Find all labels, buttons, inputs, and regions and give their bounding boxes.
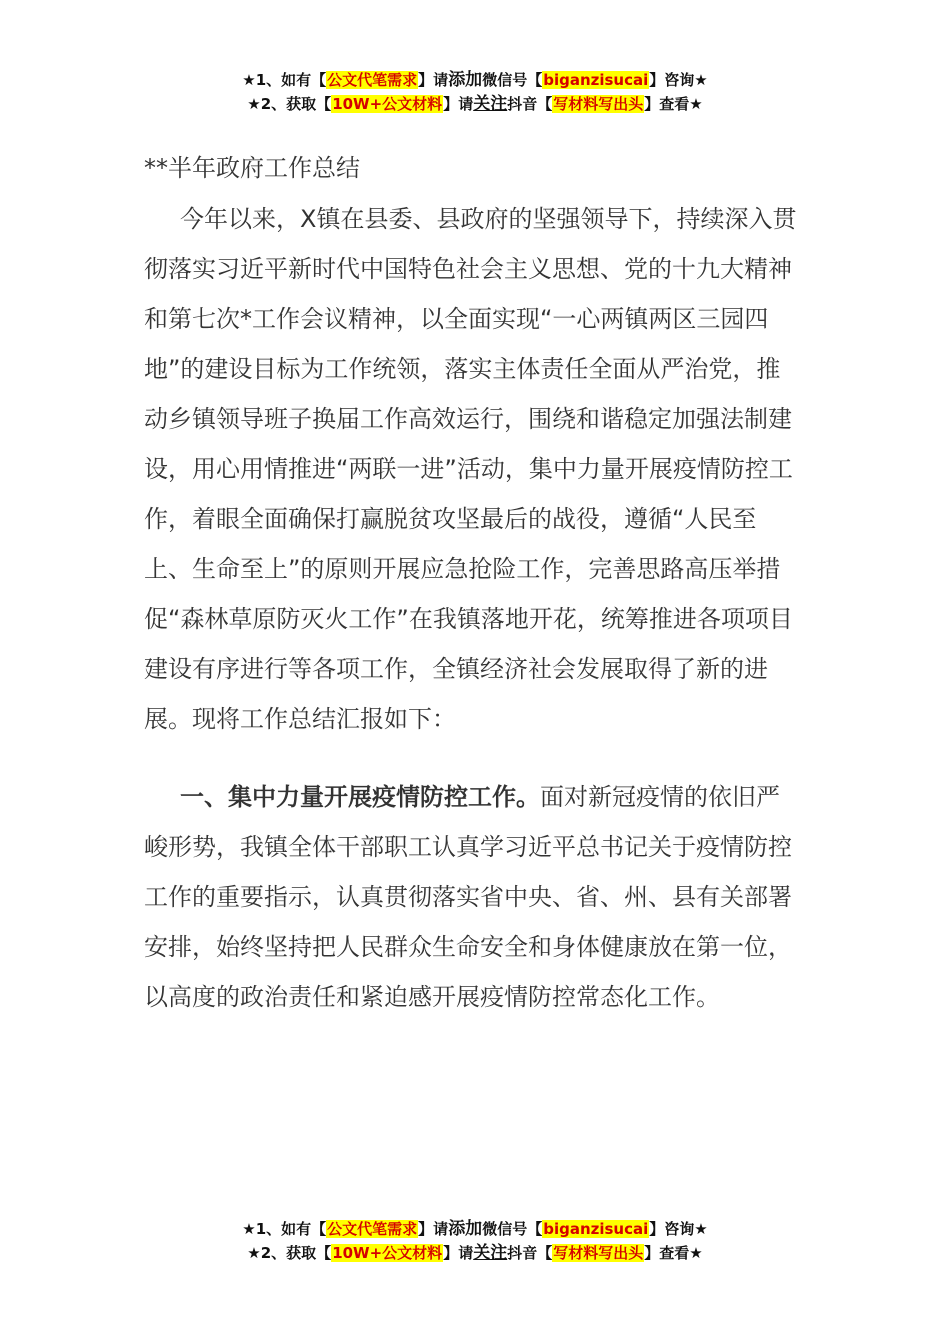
footer-banner — [0, 1217, 950, 1265]
banner-highlight: 10W+公文材料 — [332, 95, 443, 113]
banner-line-1 — [0, 68, 950, 92]
banner-emphasis: 添加 — [448, 70, 483, 90]
banner-text: 】咨询★ — [649, 71, 708, 89]
section-1-heading: 一、集中力量开展疫情防控工作。 — [180, 783, 540, 811]
banner-line-1 — [0, 1217, 950, 1241]
banner-highlight: 写材料写出头 — [553, 95, 644, 113]
banner-highlight: 10W+公文材料 — [332, 1244, 443, 1262]
banner-highlight: 写材料写出头 — [553, 1244, 644, 1262]
banner-text: 】请 — [418, 1220, 449, 1238]
banner-highlight: biganzisucai — [543, 1220, 649, 1238]
banner-text: 】请 — [418, 71, 449, 89]
banner-text: 微信号【 — [482, 71, 543, 89]
banner-text: 】请 — [443, 95, 474, 113]
banner-emphasis: 添加 — [448, 1219, 483, 1239]
banner-text: 】咨询★ — [649, 1220, 708, 1238]
banner-line-2 — [0, 92, 950, 116]
banner-text: ★2、获取【 — [247, 95, 332, 113]
header-banner — [0, 68, 950, 116]
banner-text: 抖音【 — [507, 95, 553, 113]
banner-line-2 — [0, 1241, 950, 1265]
banner-text: ★1、如有【 — [242, 1220, 327, 1238]
banner-text: 抖音【 — [507, 1244, 553, 1262]
banner-highlight: biganzisucai — [543, 71, 649, 89]
banner-text: 】查看★ — [644, 1244, 703, 1262]
banner-text: 微信号【 — [482, 1220, 543, 1238]
banner-text: 】查看★ — [644, 95, 703, 113]
document-title: **半年政府工作总结 — [144, 154, 360, 182]
banner-highlight: 公文代笔需求 — [327, 71, 418, 89]
banner-emphasis: 关注 — [473, 1243, 508, 1263]
banner-text: ★2、获取【 — [247, 1244, 332, 1262]
section-1-paragraph — [144, 772, 800, 1022]
banner-text: 】请 — [443, 1244, 474, 1262]
section-1-body: 面对新冠疫情的依旧严峻形势，我镇全体干部职工认真学习近平总书记关于疫情防控工作的重要指示，认真贯彻落实省中央、省、州、县有关部署安排，始终坚持把人民群众生命安全和身体健康放在第一位，以高度的政治责任和紧迫感开展疫情防控常态化工作。 — [144, 783, 792, 1011]
banner-highlight: 公文代笔需求 — [327, 1220, 418, 1238]
document-body — [144, 148, 800, 1022]
banner-text: ★1、如有【 — [242, 71, 327, 89]
banner-emphasis: 关注 — [473, 94, 508, 114]
intro-paragraph: 今年以来，X镇在县委、县政府的坚强领导下，持续深入贯彻落实习近平新时代中国特色社会主义思想、党的十九大精神和第七次*工作会议精神，以全面实现“一心两镇两区三园四地”的建设目标为工作统领，落实主体责任全面从严治党，推动乡镇领导班子换届工作高效运行，围绕和谐稳定加强法制建设，用心用情推进“两联一进”活动，集中力量开展疫情防控工作，着眼全面确保打赢脱贫攻坚最后的战役，遵循“人民至上、生命至上”的原则开展应急抢险工作，完善思路高压举措促“森林草原防灭火工作”在我镇落地开花，统筹推进各项项目建设有序进行等各项工作，全镇经济社会发展取得了新的进展。现将工作总结汇报如下： — [144, 205, 797, 733]
